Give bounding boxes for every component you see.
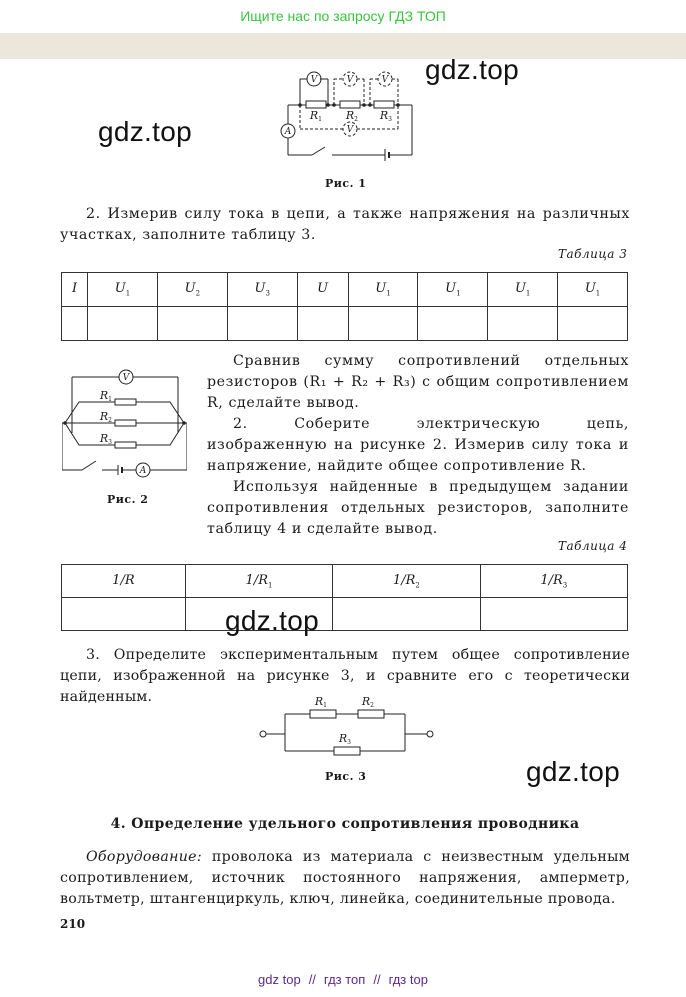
watermark: gdz.top (425, 54, 519, 85)
table-3-empty-cell (297, 307, 348, 341)
svg-text:R: R (99, 432, 109, 445)
table-4-empty-cell (480, 598, 627, 631)
footer-links (0, 962, 686, 997)
svg-text:R: R (99, 410, 109, 423)
table-3-empty-cell (88, 307, 158, 341)
table-4-header-cell: $1/R_2$ (333, 565, 480, 598)
circuit-diagram-fig2 (62, 369, 187, 479)
circuit-diagram-fig1 (270, 67, 420, 167)
task-3-text: 3. Определите экспериментальным путем общее сопротивление цепи, изображенной на рисунке 3, и сравните его с теоретически найденным. (60, 647, 630, 705)
equipment-paragraph (60, 847, 630, 910)
table-3 (61, 272, 628, 341)
svg-text:3: 3 (388, 116, 392, 123)
table-3-header-cell: $U_1$ (488, 273, 558, 307)
table-3-header-row (62, 273, 628, 307)
watermark: gdz.top (98, 116, 192, 147)
footer-link[interactable]: гдз топ (323, 972, 366, 987)
svg-text:R: R (361, 695, 371, 708)
table-3-empty-cell (558, 307, 628, 341)
footer-link[interactable]: gdz top (258, 972, 301, 987)
table-3-empty-cell (62, 307, 88, 341)
svg-text:1: 1 (323, 702, 327, 709)
instructions-block (207, 351, 629, 540)
table-3-empty-cell (157, 307, 227, 341)
svg-text:R: R (309, 109, 319, 122)
svg-text:2: 2 (370, 702, 374, 709)
svg-text:R: R (379, 109, 389, 122)
svg-text:1: 1 (318, 116, 322, 123)
table-3-header-cell: $U_2$ (157, 273, 227, 307)
table-3-empty-cell (418, 307, 488, 341)
section-4-heading: 4. Определение удельного сопротивления проводника (110, 816, 580, 832)
svg-text:A: A (139, 466, 147, 476)
figure-3-caption: Рис. 3 (325, 770, 367, 783)
footer-link[interactable]: гдз top (388, 972, 428, 987)
table-3-caption: Таблица 3 (558, 247, 628, 261)
table-3-header-cell: $U_1$ (558, 273, 628, 307)
figure-1-caption: Рис. 1 (325, 177, 367, 190)
svg-text:V: V (381, 75, 389, 85)
svg-text:R: R (314, 695, 324, 708)
table-3-header-cell: $U_3$ (227, 273, 297, 307)
table-3-header-cell: $U_1$ (88, 273, 158, 307)
svg-text:3: 3 (347, 739, 351, 746)
svg-text:R: R (99, 389, 109, 402)
svg-text:1: 1 (108, 396, 112, 403)
table-3-empty-cell (488, 307, 558, 341)
use-results-paragraph: Используя найденные в предыдущем задании сопротивления отдельных резисторов, заполните таблицу 4 и сделайте вывод. (207, 479, 629, 537)
figure-2-caption: Рис. 2 (107, 493, 149, 506)
compare-paragraph: Сравнив сумму сопротивлений отдельных резисторов (R₁ + R₂ + R₃) с общим сопротивлением R, сделайте вывод. (207, 353, 629, 411)
equipment-label: Оборудование: (86, 849, 202, 865)
table-4-header-cell: $1/R_1$ (185, 565, 332, 598)
svg-text:V: V (346, 75, 354, 85)
top-banner (0, 0, 686, 32)
circuit-diagram-fig3-bottom (255, 729, 440, 759)
footer-separator: // (308, 972, 316, 987)
table-4 (61, 564, 628, 631)
svg-text:3: 3 (108, 439, 112, 446)
table-3-header-cell: U (297, 273, 348, 307)
table-3-empty-row (62, 307, 628, 341)
table-4-empty-cell (333, 598, 480, 631)
equipment-list: проволока из материала с неизвестным удельным сопротивлением, источник постоянного напряжения, амперметр, вольтметр, штангенциркуль, ключ, линейка, соединительные провода. (60, 849, 630, 907)
textbook-page (0, 54, 686, 959)
table-3-header-cell: $U_1$ (418, 273, 488, 307)
table-3-empty-cell (227, 307, 297, 341)
svg-text:R: R (338, 732, 348, 745)
footer-separator: // (373, 972, 381, 987)
table-4-header-row (62, 565, 628, 598)
table-4-header-cell: 1/R (62, 565, 186, 598)
page-number: 210 (60, 917, 86, 931)
beige-strip (0, 33, 686, 59)
svg-text:A: A (284, 127, 292, 137)
svg-text:R: R (345, 109, 355, 122)
svg-text:2: 2 (354, 116, 358, 123)
watermark: gdz.top (225, 605, 319, 636)
task-2-text: 2. Измерив силу тока в цепи, а также напряжения на различных участках, заполните таблицу 3. (60, 206, 630, 243)
table-4-empty-cell (62, 598, 186, 631)
table-3-header-cell: I (62, 273, 88, 307)
banner-text: Ищите нас по запросу ГДЗ ТОП (240, 8, 446, 24)
table-4-caption: Таблица 4 (558, 539, 628, 553)
table-3-empty-cell (348, 307, 418, 341)
table-3-header-cell: $U_1$ (348, 273, 418, 307)
svg-text:V: V (310, 75, 318, 85)
assemble-paragraph: 2. Соберите электрическую цепь, изображенную на рисунке 2. Измерив силу тока и напряжение, найдите общее сопротивление R. (207, 416, 629, 474)
table-4-empty-row (62, 598, 628, 631)
table-4-header-cell: $1/R_3$ (480, 565, 627, 598)
svg-text:V: V (122, 373, 130, 383)
svg-text:2: 2 (108, 417, 112, 424)
watermark: gdz.top (526, 756, 620, 787)
svg-text:V: V (346, 125, 354, 135)
